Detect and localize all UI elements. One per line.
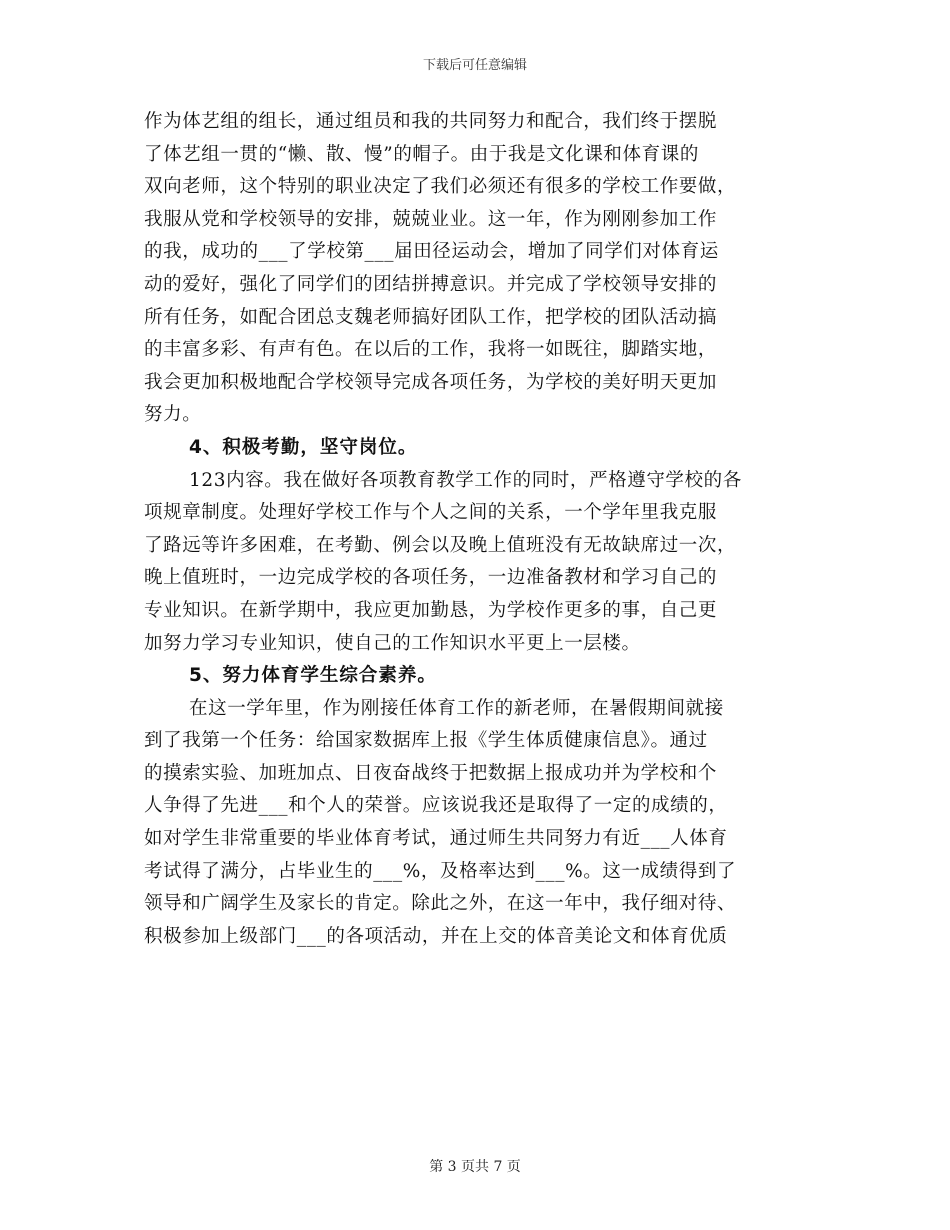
section-5-heading: 5、努力体育学生综合素养。 bbox=[189, 665, 437, 687]
text-line: 了路远等许多困难，在考勤、例会以及晚上值班没有无故缺席过一次， bbox=[144, 534, 737, 556]
document-body bbox=[144, 106, 804, 953]
text-line: 领导和广阔学生及家长的肯定。除此之外，在这一年中，我仔细对待、 bbox=[144, 893, 737, 915]
text-line: 123内容。我在做好各项教育教学工作的同时，严格遵守学校的各 bbox=[189, 469, 742, 491]
text-line: 如对学生非常重要的毕业体育考试，通过师生共同努力有近___人体育 bbox=[144, 828, 728, 850]
text-line: 专业知识。在新学期中，我应更加勤恳，为学校作更多的事，自己更 bbox=[144, 599, 718, 621]
text-line: 人争得了先进___和个人的荣誉。应该说我还是取得了一定的成绩的， bbox=[144, 795, 728, 817]
text-line: 的丰富多彩、有声有色。在以后的工作，我将一如既往，脚踏实地， bbox=[144, 339, 718, 361]
section-5-paragraph bbox=[144, 693, 804, 954]
text-line: 在这一学年里，作为刚接任体育工作的新老师，在暑假期间就接 bbox=[189, 697, 724, 719]
text-line: 所有任务，如配合团总支魏老师搞好团队工作，把学校的团队活动搞 bbox=[144, 306, 718, 328]
text-line: 作为体艺组的组长，通过组员和我的共同努力和配合，我们终于摆脱 bbox=[144, 111, 718, 132]
text-line: 了体艺组一贯的“懒、散、慢”的帽子。由于我是文化课和体育课的 bbox=[144, 143, 699, 165]
text-line: 项规章制度。处理好学校工作与个人之间的关系，一个学年里我克服 bbox=[144, 502, 718, 524]
text-line: 我会更加积极地配合学校领导完成各项任务，为学校的美好明天更加 bbox=[144, 371, 718, 393]
text-line: 努力。 bbox=[144, 404, 202, 426]
text-line: 到了我第一个任务：给国家数据库上报《学生体质健康信息》。通过 bbox=[144, 730, 708, 752]
text-line: 积极参加上级部门___的各项活动，并在上交的体音美论文和体育优质 bbox=[144, 925, 728, 947]
page-header: 下载后可任意编辑 bbox=[422, 58, 527, 73]
text-line: 的摸索实验、加班加点、日夜奋战终于把数据上报成功并为学校和个 bbox=[144, 762, 718, 784]
text-line: 双向老师，这个特别的职业决定了我们必须还有很多的学校工作要做， bbox=[144, 176, 737, 198]
text-line: 动的爱好，强化了同学们的团结拼搏意识。并完成了学校领导安排的 bbox=[144, 273, 718, 295]
paragraph-1 bbox=[144, 106, 804, 432]
text-line: 加努力学习专业知识，使自己的工作知识水平更上一层楼。 bbox=[144, 632, 641, 654]
section-4-paragraph bbox=[144, 465, 804, 661]
text-line: 考试得了满分，占毕业生的___%，及格率达到___%。这一成绩得到了 bbox=[144, 860, 737, 882]
section-4-heading: 4、积极考勤，坚守岗位。 bbox=[189, 436, 418, 458]
page-footer: 第 3 页共 7 页 bbox=[429, 1159, 521, 1175]
text-line: 晚上值班时，一边完成学校的各项任务，一边准备教材和学习自己的 bbox=[144, 567, 718, 589]
text-line: 的我，成功的___了学校第___届田径运动会，增加了同学们对体育运 bbox=[144, 241, 719, 263]
text-line: 我服从党和学校领导的安排，兢兢业业。这一年，作为刚刚参加工作 bbox=[144, 208, 718, 230]
